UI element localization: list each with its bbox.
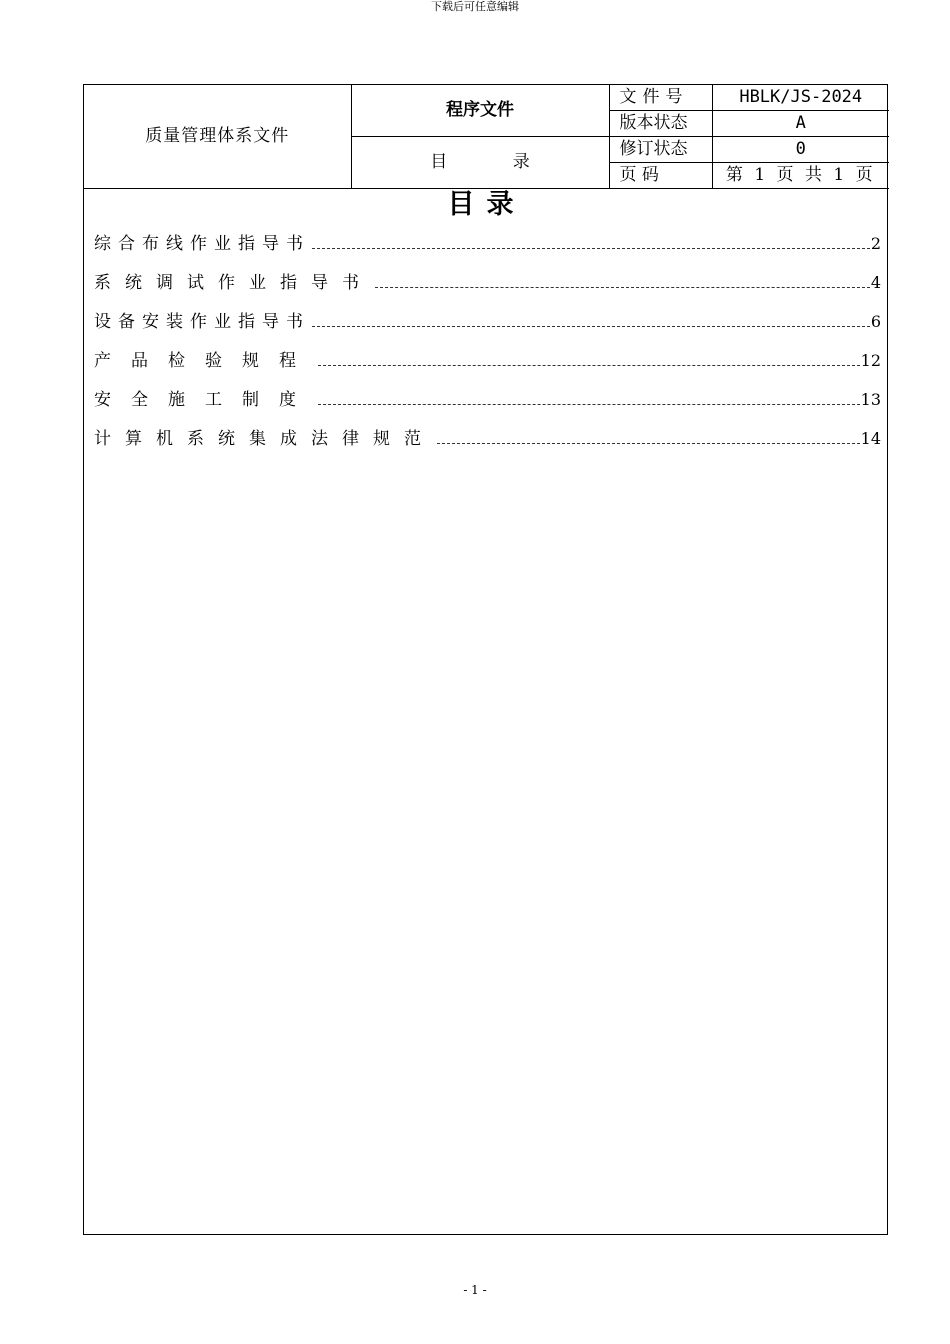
toc-leader xyxy=(312,247,870,249)
toc-entry-page: 6 xyxy=(870,312,881,331)
toc-entry-page: 13 xyxy=(860,390,881,409)
meta-label-file-no: 文件号 xyxy=(609,85,712,111)
toc-entry-page: 12 xyxy=(860,351,881,370)
top-note: 下载后可任意编辑 xyxy=(431,0,519,13)
toc-entry[interactable] xyxy=(94,425,881,464)
toc-entry-title: 计算机系统集成法律规范 xyxy=(94,429,435,449)
document-header-table xyxy=(84,85,889,189)
toc-entry-page: 4 xyxy=(870,273,881,292)
toc-leader xyxy=(318,403,860,405)
meta-value-version: A xyxy=(712,111,889,137)
document-frame xyxy=(83,84,888,1235)
toc-entry-title: 安全施工制度 xyxy=(94,390,316,410)
system-title: 质量管理体系文件 xyxy=(84,85,351,189)
toc-entry-title: 设备安装作业指导书 xyxy=(94,312,310,332)
toc-entry-page: 2 xyxy=(870,234,881,253)
toc-leader xyxy=(437,442,860,444)
toc-entry[interactable] xyxy=(94,308,881,347)
procedure-title: 程序文件 xyxy=(351,85,609,137)
meta-label-page: 页 码 xyxy=(609,163,712,189)
toc-label: 目 录 xyxy=(351,137,609,189)
toc-list xyxy=(94,230,881,464)
toc-leader xyxy=(375,286,870,288)
toc-entry[interactable] xyxy=(94,269,881,308)
toc-entry[interactable] xyxy=(94,386,881,425)
toc-entry-title: 产品检验规程 xyxy=(94,351,316,371)
meta-label-version: 版本状态 xyxy=(609,111,712,137)
toc-entry-title: 系统调试作业指导书 xyxy=(94,273,373,293)
toc-leader xyxy=(312,325,870,327)
toc-heading: 目录 xyxy=(447,189,526,220)
toc-entry-page: 14 xyxy=(860,429,881,448)
toc-leader xyxy=(318,364,860,366)
meta-label-revision: 修订状态 xyxy=(609,137,712,163)
toc-entry[interactable] xyxy=(94,347,881,386)
toc-entry[interactable] xyxy=(94,230,881,269)
page-number-footer: - 1 - xyxy=(463,1283,487,1297)
meta-value-revision: 0 xyxy=(712,137,889,163)
meta-value-file-no: HBLK/JS-2024 xyxy=(712,85,889,111)
toc-entry-title: 综合布线作业指导书 xyxy=(94,234,310,254)
meta-value-page: 第 1 页 共 1 页 xyxy=(712,163,889,189)
